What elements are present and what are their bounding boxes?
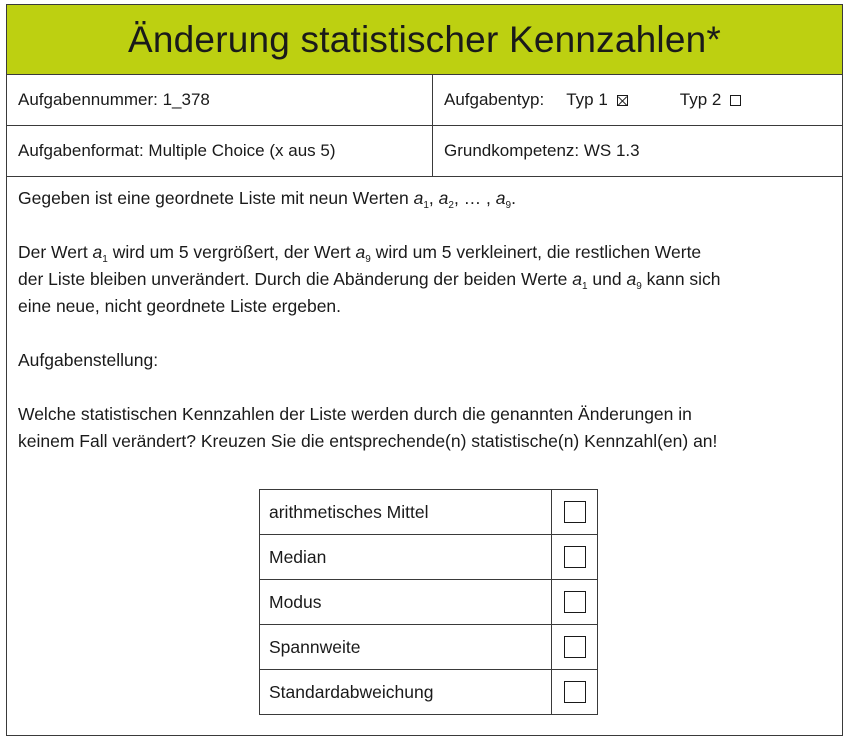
choices-table: [259, 489, 598, 715]
choice-box-cell: [552, 535, 598, 580]
checkbox-median[interactable]: [564, 546, 586, 568]
aufgabenstellung-heading: Aufgabenstellung:: [18, 350, 159, 370]
typ2-option: [680, 90, 742, 110]
choice-box-cell: [552, 580, 598, 625]
choice-row: [260, 625, 598, 670]
choice-label: Median: [260, 535, 552, 580]
typ1-option: [566, 90, 628, 110]
checkbox-arithmetisches-mittel[interactable]: [564, 501, 586, 523]
aufgabennummer-text: Aufgabennummer: 1_378: [18, 90, 210, 109]
choice-row: [260, 535, 598, 580]
grundkompetenz-cell: [433, 126, 842, 176]
typ2-empty-box-icon: [730, 95, 741, 106]
intro-paragraph: Gegeben ist eine geordnete Liste mit neun Werten $a_1$, $a_2$, … , $a_9$.: [18, 188, 516, 211]
meta-row-1: [7, 75, 842, 126]
choice-row: [260, 580, 598, 625]
aufgabentyp-cell: [433, 75, 842, 125]
choice-row: [260, 490, 598, 535]
checkbox-spannweite[interactable]: [564, 636, 586, 658]
choice-row: [260, 670, 598, 715]
choice-box-cell: [552, 670, 598, 715]
typ1-checked-box-icon: [617, 95, 628, 106]
grundkompetenz-text: Grundkompetenz: WS 1.3: [444, 141, 640, 160]
choice-label: arithmetisches Mittel: [260, 490, 552, 535]
aufgabenformat-cell: [7, 126, 433, 176]
choice-label: Spannweite: [260, 625, 552, 670]
question-paragraph: Welche statistischen Kennzahlen der Liste werden durch die genannten Änderungen in keinem Fall verändert? Kreuzen Sie die entsprechende(n) statistische(n) Kennzahl(en) an!: [18, 404, 718, 451]
choice-box-cell: [552, 490, 598, 535]
page-title: Änderung statistischer Kennzahlen*: [127, 18, 721, 60]
typ1-label: Typ 1: [566, 90, 608, 109]
task-card: [6, 4, 843, 736]
change-paragraph: Der Wert $a_1$ wird um 5 vergrößert, der Wert $a_9$ wird um 5 verkleinert, die restlichen Werte der Liste bleiben unverändert. Durch die Abänderung der beiden Werte $a_1$ und $a_9$ kann sich eine neue, nicht geordnete Liste ergeben.: [18, 242, 721, 316]
aufgabentyp-label: Aufgabentyp:: [444, 90, 545, 109]
choice-label: Modus: [260, 580, 552, 625]
title-bar: [7, 5, 842, 75]
aufgabennummer-cell: [7, 75, 433, 125]
meta-row-2: [7, 126, 842, 177]
checkbox-standardabweichung[interactable]: [564, 681, 586, 703]
task-body: [7, 177, 842, 455]
aufgabenformat-text: Aufgabenformat: Multiple Choice (x aus 5): [18, 141, 336, 160]
choice-label: Standardabweichung: [260, 670, 552, 715]
checkbox-modus[interactable]: [564, 591, 586, 613]
choice-box-cell: [552, 625, 598, 670]
typ2-label: Typ 2: [679, 90, 722, 109]
